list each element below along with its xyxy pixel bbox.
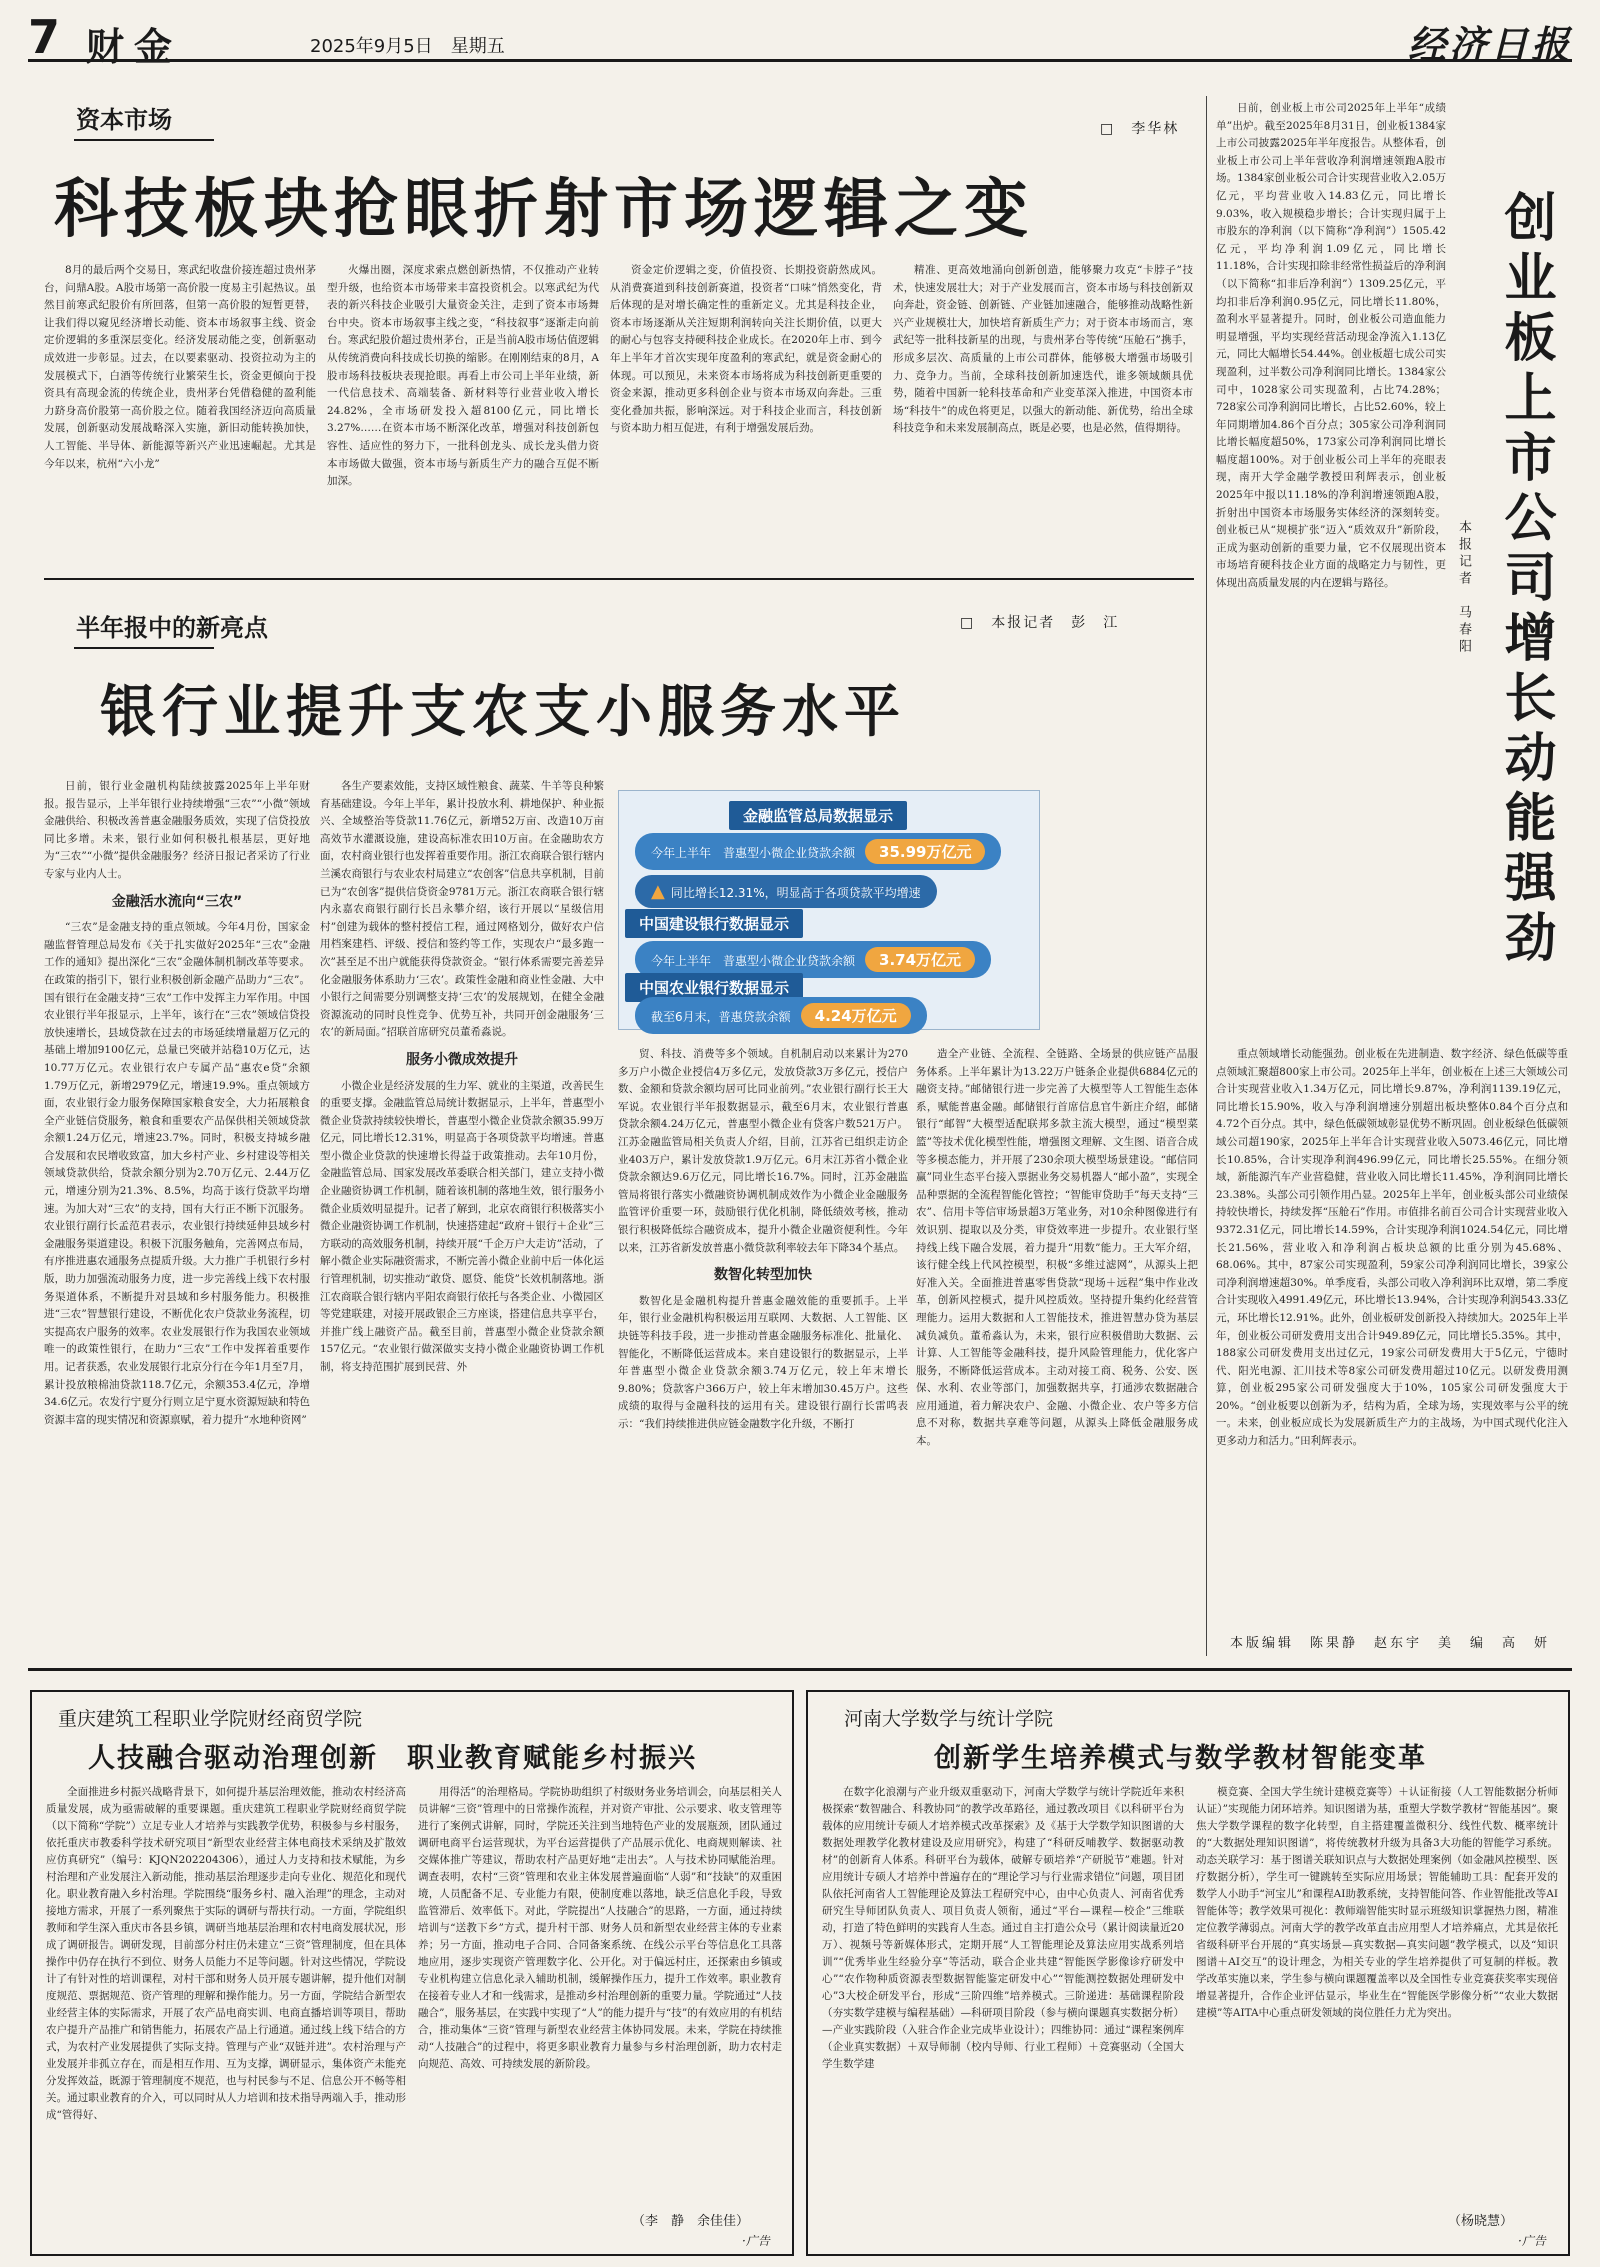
article2-column-1: 日前，银行业金融机构陆续披露2025年上半年财报。报告显示，上半年银行业持续增强“三农”“小微”领域金融供给、积极改善普惠金融服务质效，实现了信贷投放同比多增。未来，银行业如何积极扎根基层，更好地为“三农”“小微”提供金融服务？经济日报记者采访了行业专家与业内人士。 金融活水流向“三农” “三农”是金融支持的重点领域。今年4月份，国家金融监督管理总局发布《关于扎实做好2025年“三农”金融工作的通知》提出深化“三农”金融体制机制改革等要求。在政策的指引下，银行业积极创新金融产品助力“三农”。国有银行在金融支持“三农”工作中发挥主力军作用。中国农业银行半年报显示，上半年，该行在“三农”领域信贷投放快速增长，县域贷款在过去的市场延续增量超万亿元的基础上增加9100亿元，总量已突破并站稳10万亿元，达10.77万亿元。农业银行农户专属产品“惠农e贷”余额1.79万亿元，新增2979亿元，增速19.9%。重点领域方面，农业银行金力服务保障国家粮食安全，大力拓展粮食全产业链信贷服务，粮食和重要农产品保供相关领域贷款余额1.24万亿元，增速23.7%。同时，积极支持城乡融合发展和农民增收致富，加大乡村产业、乡村建设等相关领域贷款供给，贷款余额分别为2.70万亿元、2.44万亿元，增速分别为21.3%、8.5%，均高于该行贷款平均增速。为加大对“三农”的支持，国有大行正不断下沉服务。农业银行副行长孟范君表示，农业银行持续延伸县域乡村金融服务渠道建设。积极下沉服务触角，完善网点布局，有序推进惠农通服务点提质升级。大力推广手机银行乡村版，助力加强流动服务力度，进一步完善线上线下农村服务渠道体系，不断提升对县域和乡村服务能力。积极推进“三农”智慧银行建设，不断优化农户贷款业务流程，切实提高农户服务的效率。农业发展银行作为我国农业领域唯一的政策性银行，在助力“三农”工作中发挥着重要作用。记者获悉，农业发展银行北京分行在今年1月至7月，累计投放粮棉油贷款118.7亿元，余额353.4亿元，净增34.6亿元。农发行宁夏分行则立足宁夏水资源短缺和特色资源丰富的现实情况和资源禀赋，着力提升“水地种资网” — [44, 780, 310, 1426]
ad1-column-1: 全面推进乡村振兴战略背景下，如何提升基层治理效能，推动农村经济高质量发展，成为亟需破解的重要课题。重庆建筑工程职业学院财经商贸学院（以下简称“学院”）立足专业人才培养与实践教学优势，积极参与乡村服务，依托重庆市教委科学技术研究项目“新型农业经营主体电商技术采纳及扩散效应仿真研究”（编号：KJQN202204306），通过人力支持和技术赋能，为乡村治理和产业发展注入新动能，推动基层治理逐步走向专业化、规范化和现代化。职业教育融入乡村治理。学院围绕“服务乡村、融入治理”的理念，主动对接地方需求，开展了一系列聚焦于实际的调研与帮扶行动。一方面，学院组织教师和学生深入重庆市各县乡镇，调研当地基层治理和农村电商发展状况，形成了调研报告。调研发现，目前部分村庄仍未建立“三资”管理制度，但在具体操作中仍存在执行不到位、财务人员能力不足等问题。针对这些情况，学院设计了有针对性的培训课程，对村干部和财务人员开展专题讲解，提升他们对制度规范、票据规范、资产管理的理解和操作能力。另一方面，学院结合新型农业经营主体的实际需求，开展了农产品电商实训、电商直播培训等项目，帮助农户提升产品推广和销售能力，拓展农产品上行通道。通过线上线下结合的方式，为农村产业发展提供了实际支持。管理与产业“双链并进”。农村治理与产业发展并非孤立存在，而是相互作用、互为支撑，调研显示，集体资产未能充分发挥效益，既源于管理制度不规范，也与村民参与不足、信息公开不畅等相关。通过职业教育的介入，可以同时从人力培训和技术指导两端入手，推动形成“管得好、 — [46, 1786, 406, 2121]
infographic-title-1: 金融监管总局数据显示 — [729, 801, 907, 830]
article2-subhead-2: 服务小微成效提升 — [406, 1051, 518, 1068]
ad1-tag: ·广告 — [742, 2234, 770, 2248]
sidebar-column-wide: 重点领域增长动能强劲。创业板在先进制造、数字经济、绿色低碳等重点领域汇聚超800家上市公司。2025年上半年，创业板在上述三大领域公司合计实现营业收入1.34万亿元，同比增长9.87%，净利润1139.19亿元，同比增长15.90%，收入与净利润增速分别超出板块整体0.84个百分点和4.72个百分点。其中，绿色低碳领域彰显优势不断巩固。创业板绿色低碳领域公司超190家，2025年上半年合计实现营业收入5073.46亿元，同比增长10.85%，合计实现净利润496.99亿元，同比增长25.55%。在细分领域，新能源汽车产业营稳健，营业收入同比增长11.45%，净利润同比增长23.38%。头部公司引领作用凸显。2025年上半年，创业板头部公司业绩保持较快增长，持续发挥“压舱石”作用。市值排名前百公司合计实现营业收入9372.31亿元，同比增长14.59%，合计实现净利润1024.54亿元，同比增长21.56%，营业收入和净利润占板块总额的比重分别为45.68%、68.06%。其中，87家公司实现盈利，59家公司净利润同比增长，39家公司净利润增速超30%。单季度看，头部公司收入净利润环比双增，第二季度合计实现收入4991.49亿元，环比增长13.94%，合计实现净利润543.33亿元，环比增长12.91%。此外，创业板研发创新投入持续加大。2025年上半年，创业板公司研发费用支出合计949.89亿元，同比增长5.35%。其中，188家公司研发费用支出过亿元，19家公司研发费用大于5亿元，宁德时代、阳光电源、汇川技术等8家公司研发费用超过10亿元。以研发费用测算，创业板295家公司研发强度大于10%，105家公司研发强度大于20%。“创业板要以创新为矛，结构为盾，全球为场，实现效率与公平的统一。未来，创业板应成长为发展新质生产力的主战场，为中国式现代化注入更多动力和活力。”田利辉表示。 — [1216, 1048, 1568, 1448]
newspaper-brand: 经济日报 — [1407, 22, 1572, 67]
ad-box-henan — [806, 1690, 1570, 2256]
article1-headline: 科技板块抢眼折射市场逻辑之变 — [54, 173, 1034, 247]
article1-rubric: 资本市场 — [74, 100, 172, 135]
article2-column-4: 造全产业链、全流程、全链路、全场景的供应链产品服务体系。上半年累计为13.22万户链条企业提供6884亿元的融资支持。”邮储银行进一步完善了大模型等人工智能生态体系，赋能普惠金融。邮储银行首席信息官牛新庄介绍，邮储银行“邮智”大模型适配联邦多款主流大模型，通过“模型菜篮”等技术优化模型性能，增强图文理解、文生图、语音合成等多模态能力，并开展了230余项大模型场景建设。“邮信同赢”同业生态平台接入票据业务交易机器人“邮小盈”，实现全品种票据的全流程智能化管控；“智能审贷助手”每天支持“三农”、信用卡等信审场景超3万笔业务，对10余种图像进行有效识别、提取以及分类，审贷效率进一步提升。农业银行坚持线上线下融合发展，着力提升“用数”能力。王大军介绍，该行健全线上代风控模型，积极“多维过滤网”，从源头上把好准入关。全面推进普惠零售贷款“现场＋远程”集中作业改革，创新风控模式，提升风控质效。坚持提升集约化经营管理能力。运用大数据和人工智能技术，推进智慧办贷为基层减负减负。董希淼认为，未来，银行应积极借助大数据、云计算、人工智能等金融科技，提升风险管理能力，优化客户服务，不断降低运营成本。主动对接工商、税务、公安、医保、水利、农业等部门，加强数据共享，打通涉农数据融合应用通道，着力解决农户、金融、小微企业、农户等多方信息不对称，数据共享难等问题，从源头上降低金融服务成本。 — [916, 1048, 1198, 1448]
section-divider — [44, 578, 1194, 580]
sidebar-divider — [1206, 96, 1207, 1656]
infographic-row-3: 截至6月末，普惠贷款余额 4.24万亿元 — [635, 997, 927, 1034]
infographic-row-1b: ▲ 同比增长12.31%，明显高于各项贷款平均增速 — [635, 875, 937, 908]
value-pill-2: 3.74万亿元 — [865, 947, 975, 972]
article1-byline: □ 李华林 — [1100, 121, 1180, 137]
masthead — [28, 10, 1572, 69]
article2-subhead-3: 数智化转型加快 — [714, 1267, 812, 1284]
ad1-signature: （李 静 余佳佳） — [632, 2214, 750, 2229]
arrow-up-icon: ▲ — [651, 881, 665, 902]
article1-column-3: 资金定价逻辑之变，价值投资、长期投资蔚然成风。从消费赛道到科技创新赛道，投资者“口味”悄然变化，背后体现的是对增长确定性的重新定义。尤其是科技企业，资本市场逐渐从关注短期利润转向关注长期价值，以更大的耐心与包容支持硬科技企业成长。在2020年上市、到今年上半年才首次实现年度盈利的寒武纪，就是资金耐心的体现。可以预见，未来资本市场将成为科技创新更重要的资金来源，推动更多科创企业与资本市场双向奔赴。三重变化叠加共振，影响深远。对于科技企业而言，科技创新与资本助力相互促进，有利于增强发展后劲。 — [610, 264, 882, 435]
ad1-org: 重庆建筑工程职业学院财经商贸学院 — [58, 1708, 363, 1730]
article2-rubric: 半年报中的新亮点 — [74, 608, 268, 643]
section-name: 财金 — [86, 25, 183, 69]
infographic-title-3: 中国农业银行数据显示 — [625, 973, 803, 1002]
infographic-bank-data — [618, 790, 1040, 1030]
sidebar-byline: 本报记者 马春阳 — [1456, 520, 1471, 656]
ad2-title: 创新学生培养模式与数学教材智能变革 — [934, 1743, 1427, 1774]
article1-column-1: 8月的最后两个交易日，寒武纪收盘价接连超过贵州茅台，问鼎A股。A股市场第一高价股一度易主引起热议。虽然目前寒武纪股价有所回落，但第一高价股的短暂更替，让我们得以窥见经济增长动能、资本市场叙事主线、资金定价逻辑的多重深层变化。经济发展动能之变，创新驱动成效进一步彰显。过去，在以要素驱动、投资拉动为主的发展模式下，白酒等传统行业繁荣生长，资金更倾向于投资具有高现金流的传统企业，贵州茅台凭借稳健的盈利能力跻身高价股第一高价股之位。随着我国经济迈向高质量发展，创新驱动发展战略深入实施，新旧动能转换加快，人工智能、半导体、新能源等新兴产业迅速崛起。尤其是今年以来，杭州“六小龙” — [44, 264, 316, 470]
ad2-column-2: 模竞赛、全国大学生统计建模竞赛等）＋认证衔接（人工智能数据分析师认证）”实现能力闭环培养。知识图谱为基，重塑大学数学教材“智能基因”。聚焦大学数学课程的数字化转型，自主搭建覆盖微积分、线性代数、概率统计的“大数据处理知识图谱”，将传统教材升级为具备3大功能的智能学习系统。动态关联学习：基于图谱关联知识点与大数据处理案例（如金融风控模型、医疗数据分析），学生可一键跳转至实际应用场景；智能辅助工具：配套开发的数学人小助手“河宝儿”和课程AI助教系统，支持智能问答、作业智能批改等AI智能体等；教学效果可视化：教师端智能实时显示班级知识掌握热力图，精准定位教学薄弱点。河南大学的教学改革直击应用型人才培养痛点，尤其是依托省级科研平台开展的“真实场景—真实数据—真实问题”教学模式，以及“知识图谱＋AI交互”的设计理念，为相关专业的学生培养提供了可复制的样板。教学改革实施以来，学生参与横向课题覆盖率以及全国性专业竞赛获奖率实现倍增显著提升，合作企业评估显示，毕业生在“智能医学影像分析”“农业大数据建模”等AITA中心重点研发领域的岗位胜任力尤为突出。 — [1196, 1786, 1558, 2019]
infographic-row-1: 今年上半年 普惠型小微企业贷款余额 35.99万亿元 — [635, 833, 1001, 870]
page-number: 7 — [28, 10, 61, 64]
article2-subhead-1: 金融活水流向“三农” — [111, 893, 243, 910]
article2-column-3: 贸、科技、消费等多个领域。自机制启动以来累计为270多万户小微企业授信4万多亿元，发放贷款3万多亿元，授信户数、金额和贷款余额均居可比同业前列。”农业银行副行长王大军说。农业银行半年报数据显示，截至6月末，农业银行普惠贷款余额4.24万亿元，普惠型小微企业有贷客户数521万户。江苏金融监管局相关负责人介绍，目前，江苏省已组织走访企业403万户，累计发放贷款1.9万亿元。6月末江苏省小微企业贷款余额达9.6万亿元，同比增长16.7%。同时，江苏金融监管局将银行落实小微融资协调机制成效作为小微企业金融服务监管评价重要一环，鼓励银行优化机制，降低绩效考核，推动银行积极降低综合融资成本，提升小微企业融资便利性。今年以来，江苏省新发放普惠小微贷款利率较去年下降34个基点。 数智化转型加快 数智化是金融机构提升普惠金融效能的重要抓手。上半年，银行业金融机构积极运用互联网、大数据、人工智能、区块链等科技手段，进一步推动普惠金融服务标准化、批量化、智能化，不断降低运营成本。来自建设银行的数据显示，上半年普惠型小微企业贷款余额3.74万亿元，较上年末增长9.80%；贷款客户366万户，较上年末增加30.45万户。这些成绩的取得与金融科技的运用有关。建设银行副行长雷鸣表示：“我们持续推进供应链金融数字化升级，不断打 — [618, 1048, 908, 1430]
ad1-title: 人技融合驱动治理创新 职业教育赋能乡村振兴 — [88, 1743, 697, 1774]
infographic-title-2: 中国建设银行数据显示 — [625, 909, 803, 938]
ad-divider — [28, 1668, 1572, 1671]
ad1-column-2: 用得活”的治理格局。学院协助组织了村级财务业务培训会，向基层相关人员讲解“三资”管理中的日常操作流程，并对资产审批、公示要求、收支管理等进行了案例式讲解，同时，学院还关注到当地特色产业的发展瓶颈，团队通过调研电商平台运营现状，为平台运营提供了产品展示优化、电商规则解读、社交媒体推广等建议，帮助农村产品更好地“走出去”。人与技术协同赋能治理。调查表明，农村“三资”管理和农业主体发展普遍面临“人弱”和“技缺”的双重困境，人员配备不足、专业能力有限，使制度难以落地，缺乏信息化手段，导致监管滞后、效率低下。对此，学院提出“人技融合”的思路，一方面，通过持续培训与“送教下乡”方式，提升村干部、财务人员和新型农业经营主体的专业素养；另一方面，推动电子合同、合同备案系统、在线公示平台等信息化工具落地应用，逐步实现资产管理数字化、公开化。对于偏远村庄，还探索由乡镇或专业机构建立信息化录入辅助机制，缓解操作压力，提升工作效率。职业教育在接着专业人才和一线需求，是推动乡村治理创新的重要力量。学院通过“人技融合”，服务基层，在实践中实现了“人”的能力提升与“技”的有效应用的有机结合，推动集体“三资”管理与新型农业经营主体协同发展。未来，学院在持续推动“人技融合”的过程中，将更多职业教育力量参与乡村治理创新，助力农村走向规范、高效、可持续发展的新阶段。 — [418, 1786, 782, 2070]
article2-byline: □ 本报记者 彭 江 — [960, 615, 1120, 631]
ad2-org: 河南大学数学与统计学院 — [844, 1708, 1054, 1730]
infographic-row-2: 今年上半年 普惠型小微企业贷款余额 3.74万亿元 — [635, 941, 991, 978]
value-pill-3: 4.24万亿元 — [801, 1003, 911, 1028]
article2-column-2: 各生产要素效能，支持区域性粮食、蔬菜、牛羊等良种繁育基础建设。今年上半年，累计投放水利、耕地保护、种业振兴、全域整治等贷款11.76亿元，新增52万亩、改造10万亩高效节水灌溉设施，建设高标准农田10万亩。在金融助农方面，农村商业银行也发挥着重要作用。浙江农商联合银行辖内兰溪农商银行与农业农村局建立“农创客”信息共享机制，目前已为“农创客”提供信贷资金9781万元。浙江农商联合银行辖内永嘉农商银行副行长吕永攀介绍，该行开展以“星级信用村”创建为载体的整村授信工程，通过网格划分，做好农户信用档案建档、评级、授信和签约等工作，实现农户“最多跑一次”甚至足不出户就能获得贷款资金。“银行体系需要完善差异化金融服务体系助力‘三农’。政策性金融和商业性金融、大中小银行之间需要分别调整支持‘三农’的发展规划，在健全金融资源流动的同时良性竞争、优势互补，共同开创金融服务‘三农’的新局面。”招联首席研究员董希淼说。 服务小微成效提升 小微企业是经济发展的生力军、就业的主渠道，改善民生的重要支撑。金融监管总局统计数据显示，上半年，普惠型小微企业贷款持续较快增长，普惠型小微企业贷款余额35.99万亿元，同比增长12.31%，明显高于各项贷款平均增速。普惠型小微企业贷款的快速增长得益于政策推动。去年10月份，金融监管总局、国家发展改革委联合相关部门，建立支持小微企业融资协调工作机制，随着该机制的落地生效，银行服务小微企业质效明显提升。记者了解到，北京农商银行积极落实小微企业融资协调工作机制，快速搭建起“政府＋银行＋企业”三方联动的高效服务机制，持续开展“千企万户大走访”活动，了解小微企业实际融资需求，不断完善小微企业前中后一体化运行管理机制，切实推动“敢贷、愿贷、能贷”长效机制落地。浙江农商联合银行辖内平阳农商银行依托与各类企业、小微园区等党建联建，对接开展政银企三方座谈，搭建信息共享平台，并推广线上融资产品。截至目前，普惠型小微企业贷款余额157亿元。“农业银行做深做实支持小微企业融资协调工作机制，将支持范围扩展到民营、外 — [320, 780, 604, 1373]
article1-column-2: 火爆出圈，深度求索点燃创新热情，不仅推动产业转型升级，也给资本市场带来丰富投资机会。以寒武纪为代表的新兴科技企业吸引大量资金关注，走到了资本市场舞台中央。资本市场叙事主线之变，“科技叙事”逐渐走向前台。寒武纪股价超过贵州茅台，正是当前A股市场估值逻辑从传统消费向科技成长切换的缩影。在刚刚结束的8月，A股市场科技板块表现抢眼。再看上市公司上半年业绩，新一代信息技术、高端装备、新材料等行业营业收入增长24.82%，全市场研发投入超8100亿元，同比增长3.27%……在资本市场不断深化改革，增强对科技创新包容性、适应性的努力下，一批科创龙头、成长龙头借力资本市场做大做强，资本市场与新质生产力的融合互促不断加深。 — [327, 264, 599, 488]
ad-box-chongqing — [30, 1690, 794, 2256]
sidebar-column-narrow: 日前，创业板上市公司2025年上半年“成绩单”出炉。截至2025年8月31日，创业板1384家上市公司披露2025年半年度报告。从整体看，创业板上市公司上半年营收净利润增速领跑A股市场。1384家创业板公司合计实现营业收入2.05万亿元，平均营业收入14.83亿元，同比增长9.03%，收入规模稳步增长；合计实现归属于上市股东的净利润（以下简称“净利润”）1505.42亿元，平均净利润1.09亿元，同比增长11.18%，合计实现扣除非经常性损益后的净利润（以下简称“扣非后净利润”）1309.25亿元，平均扣非后净利润0.95亿元，同比增长11.80%，盈利水平显著提升。同时，创业板公司造血能力明显增强，平均实现经营活动现金净流入1.13亿元，同比大幅增长54.44%。创业板超七成公司实现盈利，过半数公司净利润同比增长。1384家公司中，1028家公司实现盈利，占比74.28%；728家公司净利润同比增长，占比52.60%，较上年同期增加4.86个百分点；305家公司净利润同比增长幅度超50%，173家公司净利润同比增长幅度超100%。对于创业板公司上半年的亮眼表现，南开大学金融学教授田利辉表示，创业板2025年中报以11.18%的净利润增速领跑A股，折射出中国资本市场服务实体经济的深刻转变。创业板已从“规模扩张”迈入“质效双升”新阶段，正成为驱动创新的重要力量，它不仅展现出资本市场培育硬科技企业方面的战略定力与韧性，更体现出高质量发展的内在逻辑与路径。 — [1216, 102, 1446, 590]
article2-headline: 银行业提升支农支小服务水平 — [100, 680, 906, 745]
issue-date: 2025年9月5日 星期五 — [310, 36, 505, 57]
value-pill-1: 35.99万亿元 — [865, 839, 985, 864]
sidebar-headline: 创业板上市公司增长动能强劲 — [1495, 190, 1555, 970]
ad2-column-1: 在数字化浪潮与产业升级双重驱动下，河南大学数学与统计学院近年来积极探索“数智融合、科教协同”的教学改革路径，通过教改项目《以科研平台为载体的应用统计专硕人才培养模式改革探索》及《基于大学数学知识图谱的大数据处理教学化教材建设及应用研究》，构建了“科研反哺教学、数据驱动教材”的创新育人体系。科研平台为载体，破解专硕培养“产研脱节”难题。针对应用统计专硕人才培养中普遍存在的“理论学习与行业需求错位”问题，项目团队依托河南省人工智能理论及算法工程研究中心，由中心负责人、河南省优秀研究生导师团队负责人、项目负责人领衔，通过“平台—课程—校企”三维联动，打造了特色鲜明的实践育人生态。通过自主打造公众号（累计阅读量近20万）、视频号等新媒体形式，定期开展“人工智能理论及算法应用实战系列培训”“优秀毕业生经验分享”等活动，联合企业共建“智能医学影像诊疗研发中心”“农作物种质资源表型数据智能鉴定研发中心”“智能测控数据处理研发中心”3大校企研发平台，形成“三阶四维”培养模式。三阶递进：基础课程阶段（夯实数学建模与编程基础）—科研项目阶段（参与横向课题真实数据分析）—产业实践阶段（入驻合作企业完成毕业设计）；四维协同：通过“课程案例库（企业真实数据）＋双导师制（校内导师、行业工程师）＋竞赛驱动（全国大学生数学建 — [822, 1786, 1184, 2070]
ad2-signature: （杨晓慧） — [1448, 2214, 1514, 2229]
ad2-tag: ·广告 — [1518, 2234, 1546, 2248]
article1-column-4: 精准、更高效地涌向创新创造，能够聚力攻克“卡脖子”技术，快速发展壮大；对于产业发展而言，资本市场与科技创新双向奔赴，资金链、创新链、产业链加速融合，能够推动战略性新兴产业规模壮大，加快培育新质生产力；对于资本市场而言，寒武纪等一批科技新星的出现，与贵州茅台等传统“压舱石”携手，形成多层次、高质量的上市公司群体，能够极大增强市场吸引力、竞争力。当前，全球科技创新加速迭代，谁多领域颇具优势，随着中国新一轮科技革命和产业变革深入推进，中国资本市场“科技牛”的成色将更足，以强大的新动能、新优势，给出全球科技竞争和未来发展制高点，既是必要，也是必然，值得期待。 — [893, 264, 1193, 435]
page-credits: 本版编辑 陈果静 赵东宇 美 编 高 妍 — [1230, 1636, 1551, 1651]
